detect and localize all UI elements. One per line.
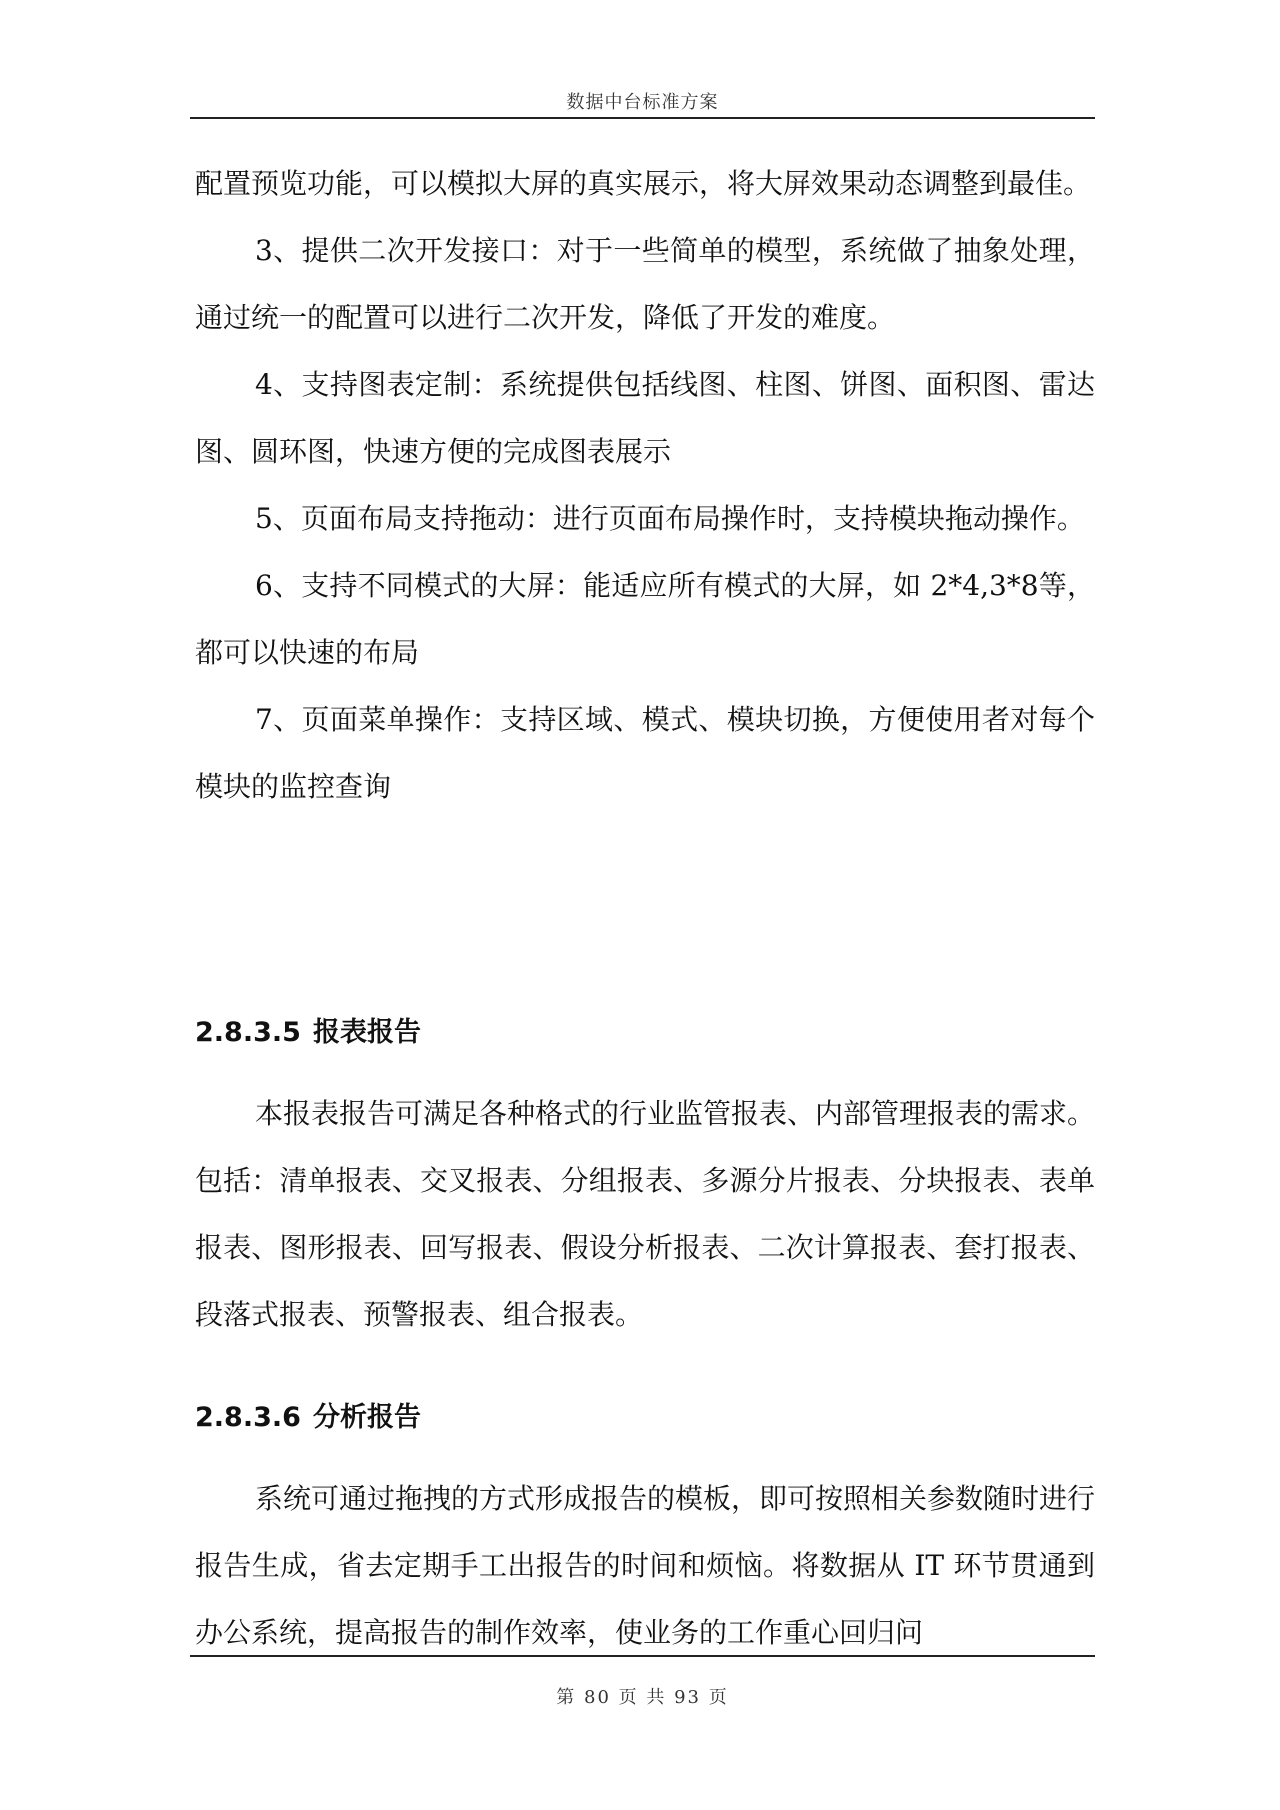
section-number: 2.8.3.6 bbox=[195, 1402, 301, 1433]
section-heading-analysis bbox=[195, 1395, 421, 1434]
paragraph: 3、提供二次开发接口：对于一些简单的模型，系统做了抽象处理，通过统一的配置可以进行二次开发，降低了开发的难度。 bbox=[195, 234, 1095, 334]
paragraph: 4、支持图表定制：系统提供包括线图、柱图、饼图、面积图、雷达图、圆环图，快速方便的完成图表展示 bbox=[195, 368, 1095, 468]
page-number: 第 80 页 共 93 页 bbox=[556, 1687, 729, 1708]
paragraph: 7、页面菜单操作：支持区域、模式、模块切换，方便使用者对每个模块的监控查询 bbox=[195, 703, 1095, 803]
footer-rule bbox=[190, 1655, 1095, 1657]
paragraph: 配置预览功能，可以模拟大屏的真实展示，将大屏效果动态调整到最佳。 bbox=[195, 167, 1092, 200]
header-rule bbox=[190, 117, 1095, 119]
section-heading-reports bbox=[195, 1010, 421, 1049]
header-title: 数据中台标准方案 bbox=[566, 92, 719, 113]
section-number: 2.8.3.5 bbox=[195, 1017, 301, 1048]
paragraph: 系统可通过拖拽的方式形成报告的模板，即可按照相关参数随时进行报告生成，省去定期手工出报告的时间和烦恼。将数据从 IT 环节贯通到办公系统，提高报告的制作效率，使业务的工作重心回归问 bbox=[195, 1482, 1096, 1649]
section-analysis-body bbox=[195, 1465, 1095, 1666]
paragraph: 6、支持不同模式的大屏：能适应所有模式的大屏，如 2*4,3*8等，都可以快速的布局 bbox=[195, 569, 1095, 669]
section-title: 分析报告 bbox=[313, 1402, 421, 1433]
paragraph: 本报表报告可满足各种格式的行业监管报表、内部管理报表的需求。包括：清单报表、交叉报表、分组报表、多源分片报表、分块报表、表单报表、图形报表、回写报表、假设分析报表、二次计算报表、套打报表、段落式报表、预警报表、组合报表。 bbox=[195, 1097, 1096, 1331]
section-top-body bbox=[195, 150, 1095, 820]
section-reports-body bbox=[195, 1080, 1095, 1348]
paragraph: 5、页面布局支持拖动：进行页面布局操作时，支持模块拖动操作。 bbox=[255, 502, 1085, 535]
section-title: 报表报告 bbox=[313, 1017, 421, 1048]
